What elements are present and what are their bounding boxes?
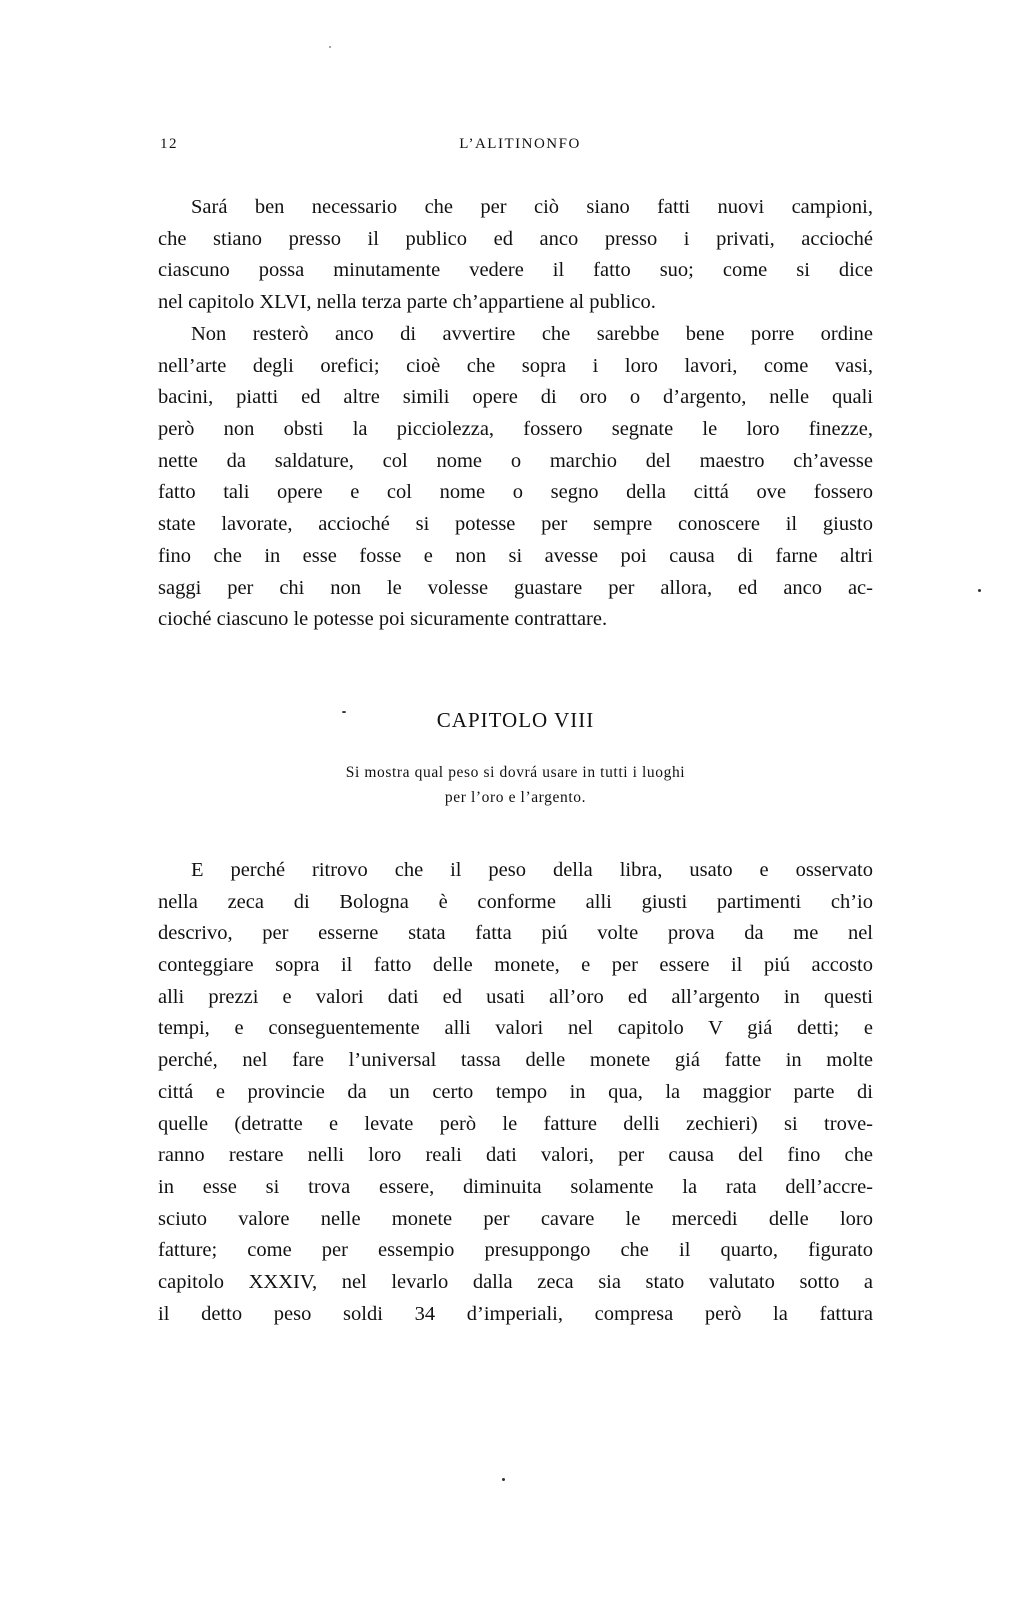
- text-line: tempi, e conseguentemente alli valori nel capitolo V giá detti; e: [158, 1017, 873, 1040]
- text-line: nell’arte degli orefici; cioè che sopra i loro lavori, come vasi,: [158, 354, 873, 377]
- text-line: bacini, piatti ed altre simili opere di oro o d’argento, nelle quali: [158, 386, 873, 409]
- text-line: descrivo, per esserne stata fatta piú volte prova da me nel: [158, 922, 873, 945]
- text-line: perché, nel fare l’universal tassa delle monete giá fatte in molte: [158, 1049, 873, 1072]
- text-line: ciascuno possa minutamente vedere il fatto suo; come si dice: [158, 259, 873, 282]
- paragraph-3: [158, 855, 873, 1330]
- chapter-summary: [158, 760, 873, 810]
- text-line: fatture; come per essempio presuppongo che il quarto, figurato: [158, 1239, 873, 1262]
- summary-line: per l’oro e l’argento.: [444, 789, 587, 806]
- scan-speck: [342, 711, 346, 713]
- scan-speck: [329, 46, 331, 48]
- page-number: 12: [160, 136, 178, 152]
- summary-line: Si mostra qual peso si dovrá usare in tutti i luoghi: [345, 764, 686, 781]
- text-line: nette da saldature, col nome o marchio del maestro ch’avesse: [158, 449, 873, 472]
- running-head: [160, 136, 880, 156]
- text-line: nella zeca di Bologna è conforme alli giusti partimenti ch’io: [158, 890, 873, 913]
- text-line: fino che in esse fosse e non si avesse poi causa di farne altri: [158, 544, 873, 567]
- chapter-heading: CAPITOLO VIII: [436, 708, 595, 732]
- text-line: quelle (detratte e levate però le fatture delli zechieri) si trove-: [158, 1112, 873, 1135]
- text-line: E perché ritrovo che il peso della libra, usato e osservato: [191, 859, 873, 881]
- paragraph-1: [158, 192, 873, 319]
- text-line: cittá e provincie da un certo tempo in qua, la maggior parte di: [158, 1080, 873, 1103]
- text-line: fatto tali opere e col nome o segno della cittá ove fossero: [158, 481, 873, 504]
- text-line: state lavorate, accioché si potesse per sempre conoscere il giusto: [158, 513, 873, 536]
- text-line: in esse si trova essere, diminuita solamente la rata dell’accre-: [158, 1175, 873, 1198]
- paragraph-2: [158, 319, 873, 636]
- text-line: conteggiare sopra il fatto delle monete, e per essere il piú accosto: [158, 954, 873, 977]
- text-line: il detto peso soldi 34 d’imperiali, compresa però la fattura: [158, 1302, 873, 1325]
- text-line: nel capitolo XLVI, nella terza parte ch’appartiene al publico.: [158, 291, 656, 314]
- text-line: alli prezzi e valori dati ed usati all’oro ed all’argento in questi: [158, 985, 873, 1008]
- running-title: L’ALITINONFO: [459, 136, 581, 152]
- scan-speck: [502, 1478, 505, 1481]
- text-line: Sará ben necessario che per ciò siano fatti nuovi campioni,: [191, 196, 873, 218]
- text-line: Non resterò anco di avvertire che sarebbe bene porre ordine: [191, 323, 873, 345]
- text-line: saggi per chi non le volesse guastare per allora, ed anco ac-: [158, 576, 873, 599]
- scan-speck: [978, 589, 981, 592]
- text-line: capitolo XXXIV, nel levarlo dalla zeca sia stato valutato sotto a: [158, 1270, 873, 1293]
- text-line: che stiano presso il publico ed anco presso i privati, accioché: [158, 227, 873, 250]
- text-line: però non obsti la picciolezza, fossero segnate le loro finezze,: [158, 418, 873, 441]
- text-line: cioché ciascuno le potesse poi sicuramente contrattare.: [158, 608, 608, 631]
- text-line: ranno restare nelli loro reali dati valori, per causa del fino che: [158, 1144, 873, 1167]
- text-line: sciuto valore nelle monete per cavare le mercedi delle loro: [158, 1207, 873, 1230]
